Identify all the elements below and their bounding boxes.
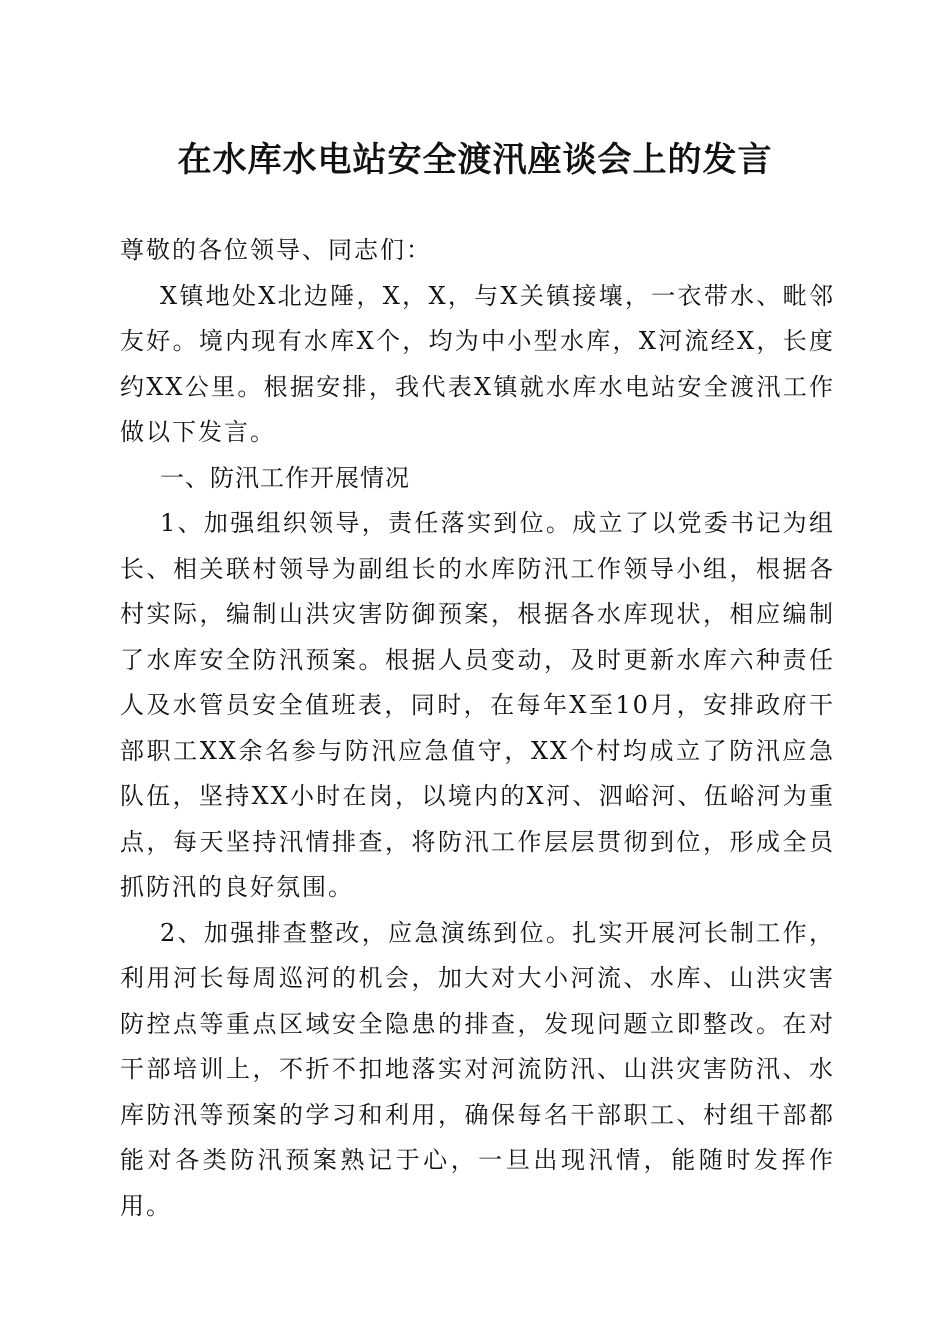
- paragraph-1: 1、加强组织领导，责任落实到位。成立了以党委书记为组长、相关联村领导为副组长的水库防汛工作领导小组，根据各村实际，编制山洪灾害防御预案，根据各水库现状，相应编制了水库安全防汛预案。根据人员变动，及时更新水库六种责任人及水管员安全值班表，同时，在每年X至10月，安排政府干部职工XX余名参与防汛应急值守，XX个村均成立了防汛应急队伍，坚持XX小时在岗，以境内的X河、泗峪河、伍峪河为重点，每天坚持汛情排查，将防汛工作层层贯彻到位，形成全员抓防汛的良好氛围。: [120, 509, 835, 901]
- salutation: 尊敬的各位领导、同志们：: [120, 236, 432, 264]
- intro-paragraph: X镇地处X北边陲，X，X，与X关镇接壤，一衣带水、毗邻友好。境内现有水库X个，均为中小型水库，X河流经X，长度约XX公里。根据安排，我代表X镇就水库水电站安全渡汛工作做以下发言。: [120, 281, 835, 446]
- document-body: [120, 228, 835, 1229]
- section-heading: 一、防汛工作开展情况: [160, 463, 410, 492]
- document-title: 在水库水电站安全渡汛座谈会上的发言: [177, 140, 773, 180]
- paragraph-2: 2、加强排查整改，应急演练到位。扎实开展河长制工作，利用河长每周巡河的机会，加大对大小河流、水库、山洪灾害防控点等重点区域安全隐患的排查，发现问题立即整改。在对干部培训上，不折不扣地落实对河流防汛、山洪灾害防汛、水库防汛等预案的学习和利用，确保每名干部职工、村组干部都能对各类防汛预案熟记于心，一旦出现汛情，能随时发挥作用。: [120, 918, 835, 1220]
